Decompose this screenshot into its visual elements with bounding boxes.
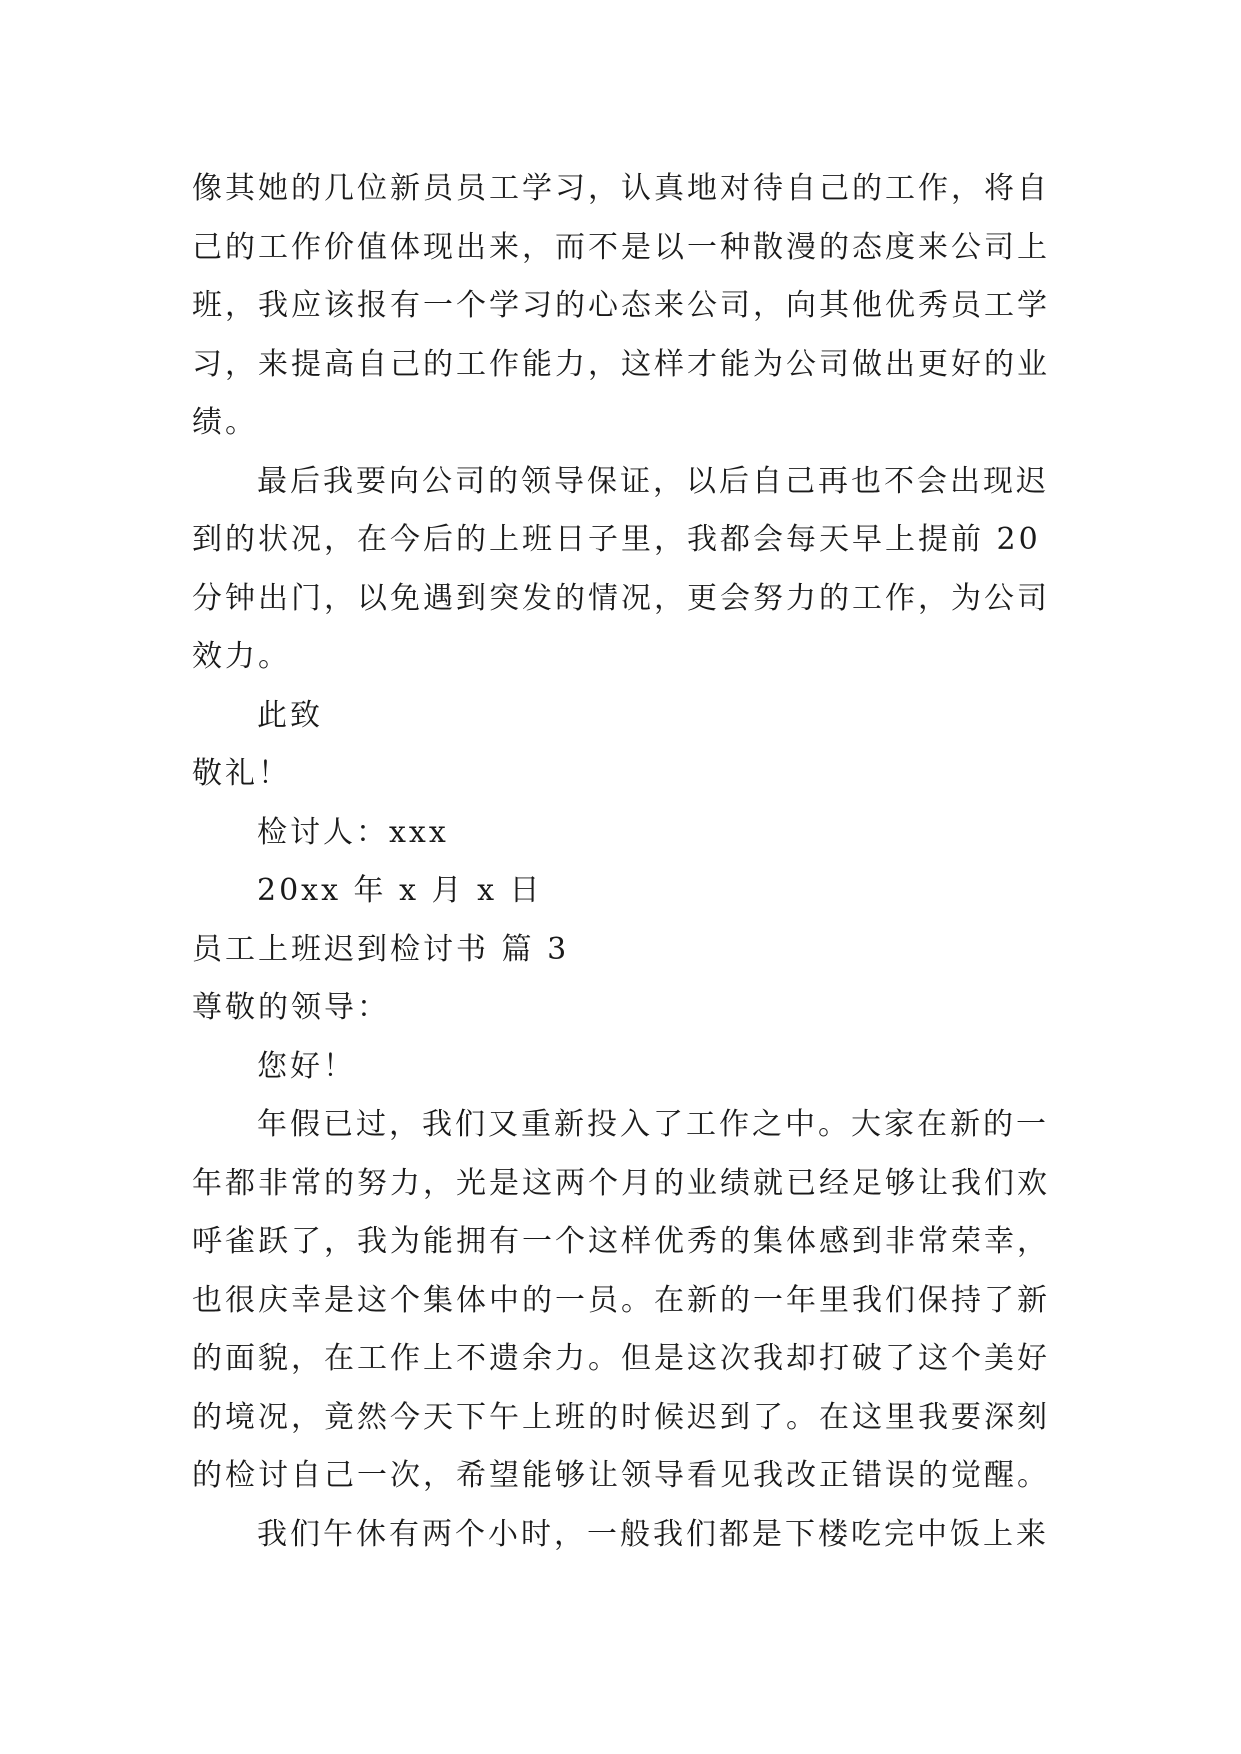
text-line: 最后我要向公司的领导保证，以后自己再也不会出现迟	[257, 463, 1049, 499]
text-line: 呼雀跃了，我为能拥有一个这样优秀的集体感到非常荣幸，	[192, 1224, 1050, 1259]
text-line: 绩。	[192, 405, 258, 440]
text-line: 习，来提高自己的工作能力，这样才能为公司做出更好的业	[192, 346, 1050, 382]
text-line: 的境况，竟然今天下午上班的时候迟到了。在这里我要深刻	[192, 1399, 1050, 1435]
closing-salutation: 此致	[257, 697, 323, 733]
section-title: 员工上班迟到检讨书 篇 3	[192, 931, 570, 967]
signer: 检讨人：xxx	[257, 814, 449, 850]
text-line: 年都非常的努力，光是这两个月的业绩就已经足够让我们欢	[192, 1165, 1050, 1201]
text-line: 的面貌，在工作上不遗余力。但是这次我却打破了这个美好	[192, 1341, 1050, 1376]
text-line: 己的工作价值体现出来，而不是以一种散漫的态度来公司上	[192, 229, 1050, 265]
text-line: 班，我应该报有一个学习的心态来公司，向其他优秀员工学	[192, 288, 1050, 323]
text-line: 到的状况，在今后的上班日子里，我都会每天早上提前 20	[192, 522, 1041, 557]
addressee: 尊敬的领导：	[192, 990, 390, 1025]
text-line: 也很庆幸是这个集体中的一员。在新的一年里我们保持了新	[192, 1282, 1050, 1318]
document-body	[192, 160, 1064, 1564]
text-line: 分钟出门，以免遇到突发的情况，更会努力的工作，为公司	[192, 580, 1050, 616]
greeting: 您好！	[257, 1048, 356, 1084]
text-line: 年假已过，我们又重新投入了工作之中。大家在新的一	[257, 1107, 1049, 1142]
text-line: 的检讨自己一次，希望能够让领导看见我改正错误的觉醒。	[192, 1458, 1050, 1493]
text-line: 像其她的几位新员员工学习，认真地对待自己的工作，将自	[192, 171, 1050, 206]
text-line: 效力。	[192, 639, 291, 674]
closing-respect: 敬礼！	[192, 756, 291, 791]
text-line: 我们午休有两个小时，一般我们都是下楼吃完中饭上来	[257, 1516, 1049, 1552]
signature-date: 20xx 年 x 月 x 日	[257, 873, 543, 908]
